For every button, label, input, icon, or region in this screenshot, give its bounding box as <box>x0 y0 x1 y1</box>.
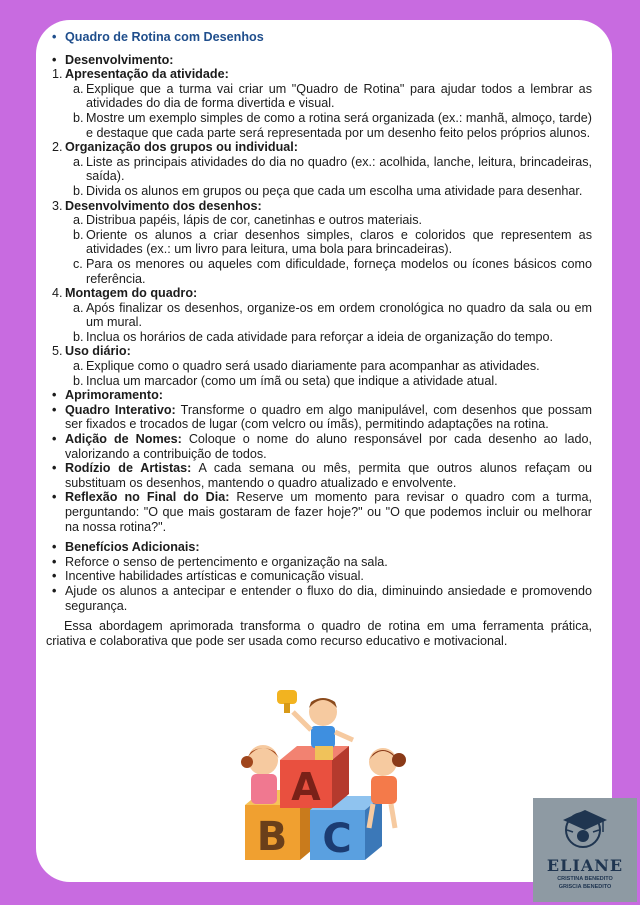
step-heading <box>52 140 592 155</box>
svg-text:A: A <box>291 765 321 809</box>
step-item <box>52 111 592 140</box>
step-item-letter: b. <box>73 227 84 242</box>
step-item-text: Para os menores ou aqueles com dificuldade, forneça modelos ou ícones básicos como referência. <box>86 256 592 286</box>
kids-abc-blocks-illustration <box>235 690 415 870</box>
step-item-text: Distribua papéis, lápis de cor, canetinhas e outros materiais. <box>86 213 423 228</box>
logo-name: ELIANE <box>546 856 624 875</box>
step-heading <box>52 199 592 214</box>
step-heading <box>52 344 592 359</box>
section-beneficios: • Benefícios Adicionais: <box>52 540 592 555</box>
graduation-cap-icon <box>533 798 637 858</box>
logo-subtitle-1: CRISTINA BENEDITO <box>557 876 613 882</box>
step-item <box>52 184 592 199</box>
aprimoramento-item-text: A cada semana ou mês, permita que outros alunos refaçam ou substituam os desenhos, mantendo o quadro atualizado e envolvente. <box>65 461 592 490</box>
brand-logo <box>533 798 637 902</box>
step-title: Montagem do quadro: <box>65 286 198 301</box>
aprimoramento-item-title: Adição de Nomes: <box>65 432 182 447</box>
aprimoramento-item <box>52 461 592 490</box>
step-number: 1. <box>52 67 63 82</box>
aprimoramento-item <box>52 490 592 534</box>
step-title: Apresentação da atividade: <box>65 67 229 82</box>
step-item <box>52 330 592 345</box>
aprimoramento-list <box>52 403 592 534</box>
step-title: Organização dos grupos ou individual: <box>65 140 299 155</box>
step-heading <box>52 67 592 82</box>
document-title: • Quadro de Rotina com Desenhos <box>52 30 592 45</box>
step-item <box>52 155 592 184</box>
beneficio-item: • Ajude os alunos a antecipar e entender o fluxo do dia, diminuindo ansiedade e promovendo segurança. <box>52 584 592 613</box>
step-item-letter: b. <box>73 329 84 344</box>
step-number: 5. <box>52 344 63 359</box>
step-item <box>52 228 592 257</box>
step-item <box>52 82 592 111</box>
step-heading <box>52 286 592 301</box>
step-item-text: Explique como o quadro será usado diariamente para acompanhar as atividades. <box>86 359 540 374</box>
step-item-letter: a. <box>73 359 84 374</box>
aprimoramento-item <box>52 403 592 432</box>
step-item-text: Explique que a turma vai criar um "Quadro de Rotina" para ajudar todos a lembrar as atividades do dia de forma divertida e visual. <box>86 81 592 111</box>
step-item-letter: b. <box>73 110 84 125</box>
step-item-text: Divida os alunos em grupos ou peça que cada um escolha uma atividade para desenhar. <box>86 183 583 198</box>
aprimoramento-item-text: Reserve um momento para revisar o quadro com a turma, perguntando: "O que mais gostaram de fazer hoje?" ou "O que podemos incluir ou melhorar na nossa rotina?". <box>65 490 592 534</box>
step-item-text: Oriente os alunos a criar desenhos simples, claros e coloridos que representem as atividades (ex.: um livro para leitura, uma bola para brincadeiras). <box>86 227 592 257</box>
step-item <box>52 374 592 389</box>
step-item-text: Mostre um exemplo simples de como a rotina será organizada (ex.: manhã, almoço, tarde) e destaque que cada parte será representada por um desenho feito pelos próprios alunos. <box>86 110 592 140</box>
step-title: Desenvolvimento dos desenhos: <box>65 198 262 213</box>
aprimoramento-item-text: Transforme o quadro em algo manipulável, com desenhos que possam ser fixados e trocados de lugar (com velcro ou ímãs), permitindo adaptações na rotina. <box>65 402 592 432</box>
section-desenvolvimento: • Desenvolvimento: <box>52 53 592 68</box>
step-item-letter: a. <box>73 300 84 315</box>
step-title: Uso diário: <box>65 344 131 359</box>
logo-subtitle-2: GRISCIA BENEDITO <box>558 884 612 890</box>
aprimoramento-item <box>52 432 592 461</box>
step-item-letter: b. <box>73 373 84 388</box>
step-item-letter: c. <box>73 256 83 271</box>
step-item-letter: a. <box>73 81 84 96</box>
step-item <box>52 301 592 330</box>
document-body <box>46 30 592 648</box>
aprimoramento-item-text: Coloque o nome do aluno responsável por cada desenho ao lado, valorizando a contribuição de todos. <box>65 432 592 461</box>
step-number: 4. <box>52 286 63 301</box>
aprimoramento-item-title: Reflexão no Final do Dia: <box>65 490 230 505</box>
svg-text:B: B <box>256 814 288 860</box>
beneficio-item: • Reforce o senso de pertencimento e organização na sala. <box>52 555 592 570</box>
steps-list <box>52 67 592 388</box>
beneficio-item: • Incentive habilidades artísticas e comunicação visual. <box>52 569 592 584</box>
aprimoramento-item-title: Rodízio de Artistas: <box>65 461 192 476</box>
closing-paragraph: Essa abordagem aprimorada transforma o quadro de rotina em uma ferramenta prática, criativa e colaborativa que pode ser usada como recurso educativo e motivacional. <box>46 619 592 648</box>
step-item <box>52 359 592 374</box>
step-item-letter: a. <box>73 213 84 228</box>
step-number: 3. <box>52 198 63 213</box>
step-item-text: Liste as principais atividades do dia no quadro (ex.: acolhida, lanche, leitura, brincadeiras, saída). <box>86 154 592 184</box>
beneficios-list <box>52 555 592 613</box>
step-item-letter: a. <box>73 154 84 169</box>
step-item-text: Inclua os horários de cada atividade para reforçar a ideia de organização do tempo. <box>86 329 553 344</box>
step-item <box>52 213 592 228</box>
aprimoramento-item-title: Quadro Interativo: <box>65 402 176 417</box>
step-item-letter: b. <box>73 183 84 198</box>
section-aprimoramento: • Aprimoramento: <box>52 388 592 403</box>
step-item-text: Inclua um marcador (como um ímã ou seta) que indique a atividade atual. <box>86 373 498 388</box>
step-item-text: Após finalizar os desenhos, organize-os em ordem cronológica no quadro da sala ou em um mural. <box>86 300 592 330</box>
step-item <box>52 257 592 286</box>
svg-text:C: C <box>322 816 352 862</box>
step-number: 2. <box>52 140 63 155</box>
